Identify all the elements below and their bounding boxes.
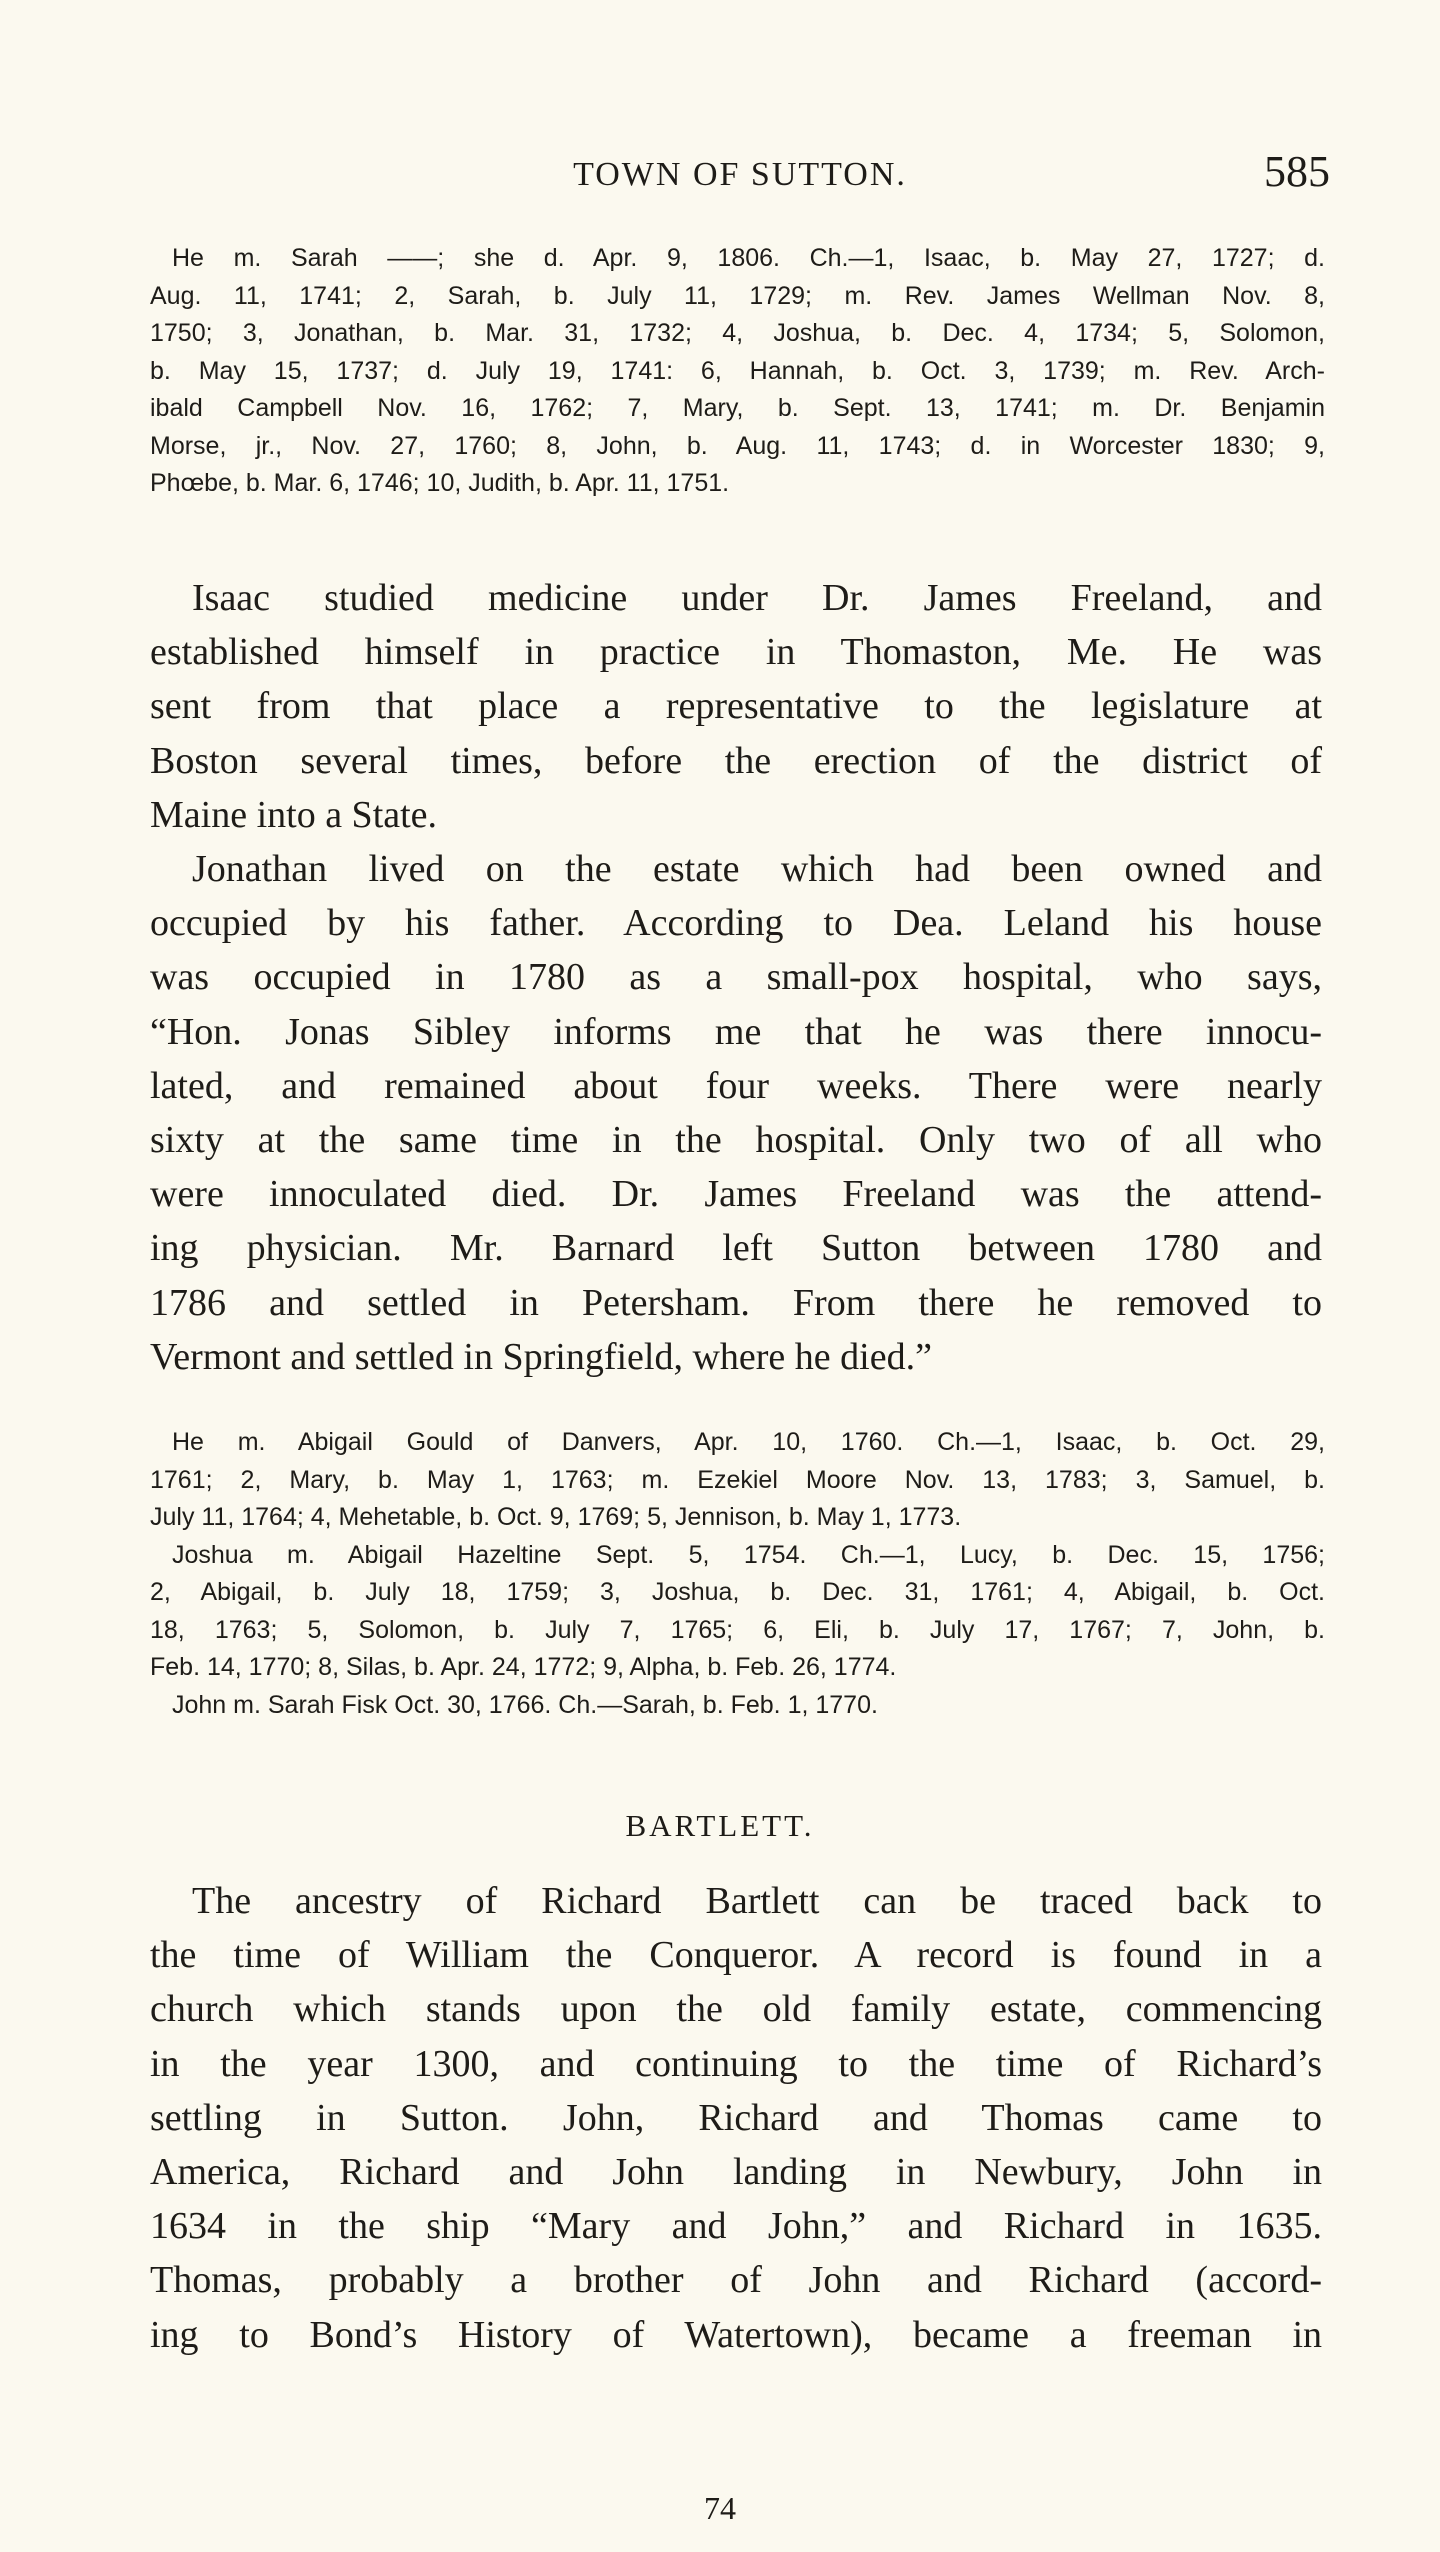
page-number: 585 xyxy=(1264,147,1330,196)
paragraph-jonathan xyxy=(150,842,1322,1384)
text-line: John m. Sarah Fisk Oct. 30, 1766. Ch.—Sarah, b. Feb. 1, 1770. xyxy=(172,1690,878,1719)
text-line: The ancestry of Richard Bartlett can be traced back to xyxy=(192,1880,1322,1922)
page-header xyxy=(150,146,1330,206)
text-line: He m. Sarah ——; she d. Apr. 9, 1806. Ch.—1, Isaac, b. May 27, 1727; d. xyxy=(172,244,1325,272)
text-line: America, Richard and John landing in Newbury, John in xyxy=(150,2151,1322,2194)
text-line: Isaac studied medicine under Dr. James Freeland, and xyxy=(192,577,1322,619)
text-line: Feb. 14, 1770; 8, Silas, b. Apr. 24, 1772; 9, Alpha, b. Feb. 26, 1774. xyxy=(150,1653,897,1681)
text-line: Phœbe, b. Mar. 6, 1746; 10, Judith, b. Apr. 11, 1751. xyxy=(150,469,730,497)
genealogy-block-2 xyxy=(150,1424,1325,1724)
text-line: 1634 in the ship “Mary and John,” and Richard in 1635. xyxy=(150,2205,1322,2248)
text-line: occupied by his father. According to Dea. Leland his house xyxy=(150,902,1322,945)
text-line: sixty at the same time in the hospital. Only two of all who xyxy=(150,1119,1322,1162)
text-line: ing physician. Mr. Barnard left Sutton between 1780 and xyxy=(150,1227,1322,1270)
genealogy-block-1 xyxy=(150,240,1325,503)
text-line: Maine into a State. xyxy=(150,793,438,836)
text-line: 2, Abigail, b. July 18, 1759; 3, Joshua, b. Dec. 31, 1761; 4, Abigail, b. Oct. xyxy=(150,1578,1325,1606)
signature-mark: 74 xyxy=(704,2490,736,2526)
text-line: Joshua m. Abigail Hazeltine Sept. 5, 1754. Ch.—1, Lucy, b. Dec. 15, 1756; xyxy=(172,1540,1325,1569)
text-line: July 11, 1764; 4, Mehetable, b. Oct. 9, 1769; 5, Jennison, b. May 1, 1773. xyxy=(150,1503,962,1531)
text-line: settling in Sutton. John, Richard and Thomas came to xyxy=(150,2096,1322,2139)
text-line: 1750; 3, Jonathan, b. Mar. 31, 1732; 4, Joshua, b. Dec. 4, 1734; 5, Solomon, xyxy=(150,319,1325,347)
text-line: 1761; 2, Mary, b. May 1, 1763; m. Ezekiel Moore Nov. 13, 1783; 3, Samuel, b. xyxy=(150,1465,1325,1494)
text-line: Aug. 11, 1741; 2, Sarah, b. July 11, 1729; m. Rev. James Wellman Nov. 8, xyxy=(150,281,1325,310)
section-heading-bartlett: BARTLETT. xyxy=(625,1808,815,1843)
text-line: Boston several times, before the erection of the district of xyxy=(150,739,1322,782)
text-line: Jonathan lived on the estate which had been owned and xyxy=(192,848,1322,890)
text-line: lated, and remained about four weeks. There were nearly xyxy=(150,1064,1322,1107)
text-line: was occupied in 1780 as a small-pox hospital, who says, xyxy=(150,956,1322,999)
text-line: Vermont and settled in Springfield, where he died.” xyxy=(150,1335,932,1378)
text-line: 1786 and settled in Petersham. From there he removed to xyxy=(150,1281,1322,1324)
text-line: “Hon. Jonas Sibley informs me that he was there innocu- xyxy=(150,1010,1322,1053)
text-line: He m. Abigail Gould of Danvers, Apr. 10, 1760. Ch.—1, Isaac, b. Oct. 29, xyxy=(172,1428,1325,1456)
paragraph-isaac xyxy=(150,571,1322,842)
text-line: in the year 1300, and continuing to the time of Richard’s xyxy=(150,2042,1322,2085)
text-line: the time of William the Conqueror. A record is found in a xyxy=(150,1934,1322,1977)
text-line: b. May 15, 1737; d. July 19, 1741: 6, Hannah, b. Oct. 3, 1739; m. Rev. Arch- xyxy=(150,356,1325,385)
text-line: established himself in practice in Thomaston, Me. He was xyxy=(150,631,1322,674)
text-line: 18, 1763; 5, Solomon, b. July 7, 1765; 6, Eli, b. July 17, 1767; 7, John, b. xyxy=(150,1615,1325,1644)
text-line: were innoculated died. Dr. James Freeland was the attend- xyxy=(150,1173,1322,1216)
text-line: ing to Bond’s History of Watertown), became a freeman in xyxy=(150,2313,1322,2356)
paragraph-bartlett xyxy=(150,1874,1322,2362)
text-line: Morse, jr., Nov. 27, 1760; 8, John, b. Aug. 11, 1743; d. in Worcester 1830; 9, xyxy=(150,431,1325,460)
text-line: sent from that place a representative to the legislature at xyxy=(150,685,1322,728)
running-title: TOWN OF SUTTON. xyxy=(573,156,907,193)
text-line: ibald Campbell Nov. 16, 1762; 7, Mary, b. Sept. 13, 1741; m. Dr. Benjamin xyxy=(150,394,1325,422)
text-line: church which stands upon the old family estate, commencing xyxy=(150,1988,1322,2031)
text-line: Thomas, probably a brother of John and Richard (accord- xyxy=(150,2259,1322,2302)
